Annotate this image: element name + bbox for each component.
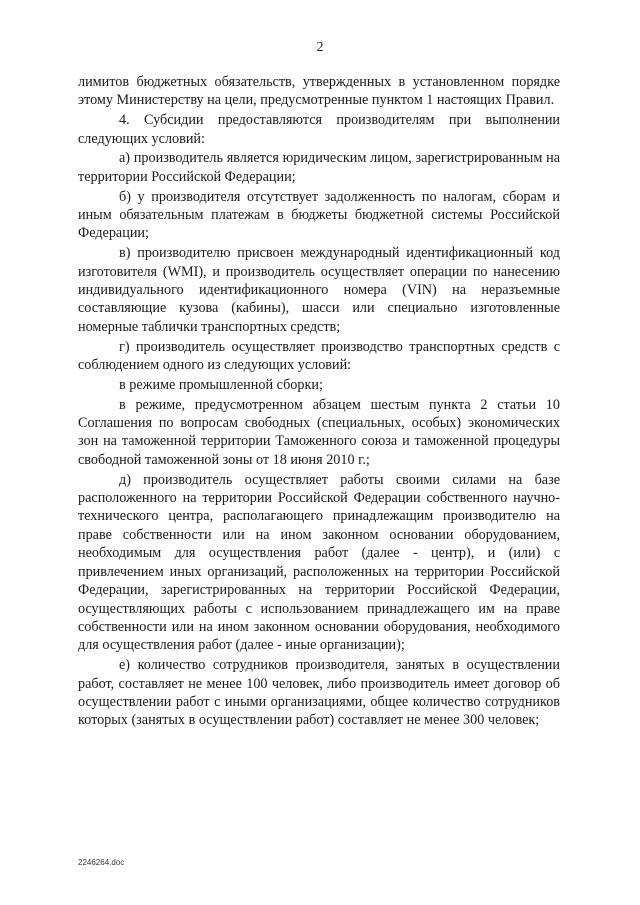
page-number: 2 <box>316 40 324 55</box>
paragraph-item-a: а) производитель является юридическим лицом, зарегистрированным на территории Российской Федерации; <box>78 150 560 185</box>
paragraph-item-g-option-1: в режиме промышленной сборки; <box>119 376 323 393</box>
paragraph-item-d: д) производитель осуществляет работы своими силами на базе расположенного на территории Российской Федерации собственного научно-технического центра, располагающего принадлежащим производителю на праве собственности или на ином законном основании оборудованием, необходимым для осуществления работ (далее - центр), и (или) с привлечением иных организаций, расположенных на территории Российской Федерации, зарегистрированных на территории Российской Федерации, осуществляющих работы с использованием принадлежащего им на праве собственности или на ином законном основании оборудования, необходимого для осуществления работ (далее - иные организации); <box>78 471 560 654</box>
paragraph-item-v: в) производителю присвоен международный идентификационный код изготовителя (WMI), и производитель осуществляет операции по нанесению индивидуального идентификационного номера (VIN) на неразъемные составляющие кузова (кабины), шасси или специально изготовленные номерные таблички транспортных средств; <box>78 245 560 335</box>
document-body <box>78 73 560 731</box>
paragraph-item-g: г) производитель осуществляет производство транспортных средств с соблюдением одного из следующих условий: <box>78 338 560 374</box>
paragraph-item-g-option-2: в режиме, предусмотренном абзацем шестым пункта 2 статьи 10 Соглашения по вопросам свободных (специальных, особых) экономических зон на таможенной территории Таможенного союза и таможенной процедуры свободной таможенной зоны от 18 июня 2010 г.; <box>78 396 560 468</box>
paragraph-clause-4: 4. Субсидии предоставляются производителям при выполнении следующих условий: <box>78 112 560 147</box>
paragraph-item-e: е) количество сотрудников производителя, занятых в осуществлении работ, составляет не менее 100 человек, либо производитель имеет договор об осуществлении работ с иными организациями, общее количество сотрудников которых (занятых в осуществлении работ) составляет не менее 300 человек; <box>78 657 560 729</box>
document-filename: 2246264.doc <box>78 858 125 867</box>
paragraph-item-b: б) у производителя отсутствует задолженность по налогам, сборам и иным обязательным платежам в бюджеты бюджетной системы Российской Федерации; <box>78 188 560 242</box>
paragraph-continued: лимитов бюджетных обязательств, утвержденных в установленном порядке этому Министерству на цели, предусмотренные пунктом 1 настоящих Правил. <box>78 74 560 109</box>
